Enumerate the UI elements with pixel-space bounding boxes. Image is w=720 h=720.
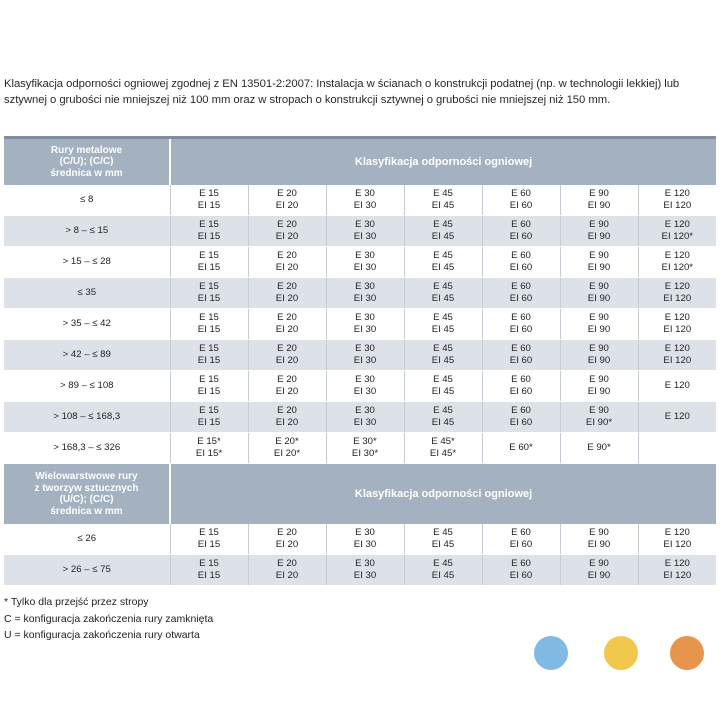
classification-cell (404, 371, 482, 402)
ei-rating: EI 30 (353, 355, 377, 366)
section-label-line: (U/C); (C/C) (59, 494, 114, 505)
classification-cell (326, 185, 404, 216)
footnote-asterisk: * Tylko dla przejść przez stropy (4, 596, 149, 608)
e-rating: E 90 (589, 219, 609, 230)
ei-rating: EI 30 (353, 293, 377, 304)
classification-cell (170, 555, 248, 586)
e-rating: E 120 (664, 188, 690, 199)
table-row (4, 216, 716, 247)
e-rating: E 15 (199, 374, 219, 385)
footnote-c: C = konfiguracja zakończenia rury zamknięta (4, 612, 214, 625)
e-rating: E 15 (199, 405, 219, 416)
table-row (4, 247, 716, 278)
e-rating: E 45 (433, 219, 453, 230)
e-rating: E 120 (664, 219, 690, 230)
classification-cell (638, 278, 716, 309)
diameter-range: > 35 – ≤ 42 (4, 309, 170, 340)
ei-rating: EI 45 (431, 355, 455, 366)
classification-cell (638, 555, 716, 586)
ei-rating: EI 60 (509, 386, 533, 397)
classification-cell (326, 555, 404, 586)
ei-rating: EI 45* (429, 448, 457, 459)
diameter-range: > 108 – ≤ 168,3 (4, 402, 170, 433)
ei-rating: EI 30 (353, 231, 377, 242)
classification-cell (404, 216, 482, 247)
ei-rating: EI 20 (275, 200, 299, 211)
e-rating: E 45 (433, 405, 453, 416)
table-row (4, 278, 716, 309)
ei-rating: EI 20* (273, 448, 301, 459)
classification-cell (170, 216, 248, 247)
e-rating: E 45 (433, 250, 453, 261)
classification-cell (404, 524, 482, 555)
ei-rating: EI 30 (353, 539, 377, 550)
e-rating: E 20 (277, 558, 297, 569)
classification-cell (482, 309, 560, 340)
e-rating: E 30 (355, 312, 375, 323)
ei-rating: EI 60 (509, 324, 533, 335)
ei-rating: EI 90 (587, 262, 611, 273)
ei-rating: EI 60 (509, 231, 533, 242)
classification-cell (404, 340, 482, 371)
ei-rating: EI 90 (587, 539, 611, 550)
classification-cell (170, 340, 248, 371)
e-rating: E 60 (511, 188, 531, 199)
classification-cell (560, 216, 638, 247)
ei-rating: EI 15* (195, 448, 223, 459)
classification-cell (560, 247, 638, 278)
e-rating: E 90 (589, 405, 609, 416)
classification-cell (248, 524, 326, 555)
e-rating: E 60 (511, 312, 531, 323)
ei-rating: EI 30 (353, 386, 377, 397)
e-rating: E 60 (511, 558, 531, 569)
classification-cell (404, 402, 482, 433)
diameter-range: > 42 – ≤ 89 (4, 340, 170, 371)
classification-cell (638, 185, 716, 216)
classification-cell (248, 371, 326, 402)
ei-rating: EI 90 (587, 570, 611, 581)
classification-header: Klasyfikacja odporności ogniowej (170, 464, 716, 525)
e-rating: E 120 (664, 411, 690, 422)
classification-cell (248, 433, 326, 464)
ei-rating: EI 90 (587, 200, 611, 211)
ei-rating: EI 45 (431, 324, 455, 335)
e-rating: E 120 (664, 558, 690, 569)
ei-rating: EI 20 (275, 570, 299, 581)
classification-cell (638, 524, 716, 555)
classification-cell (326, 433, 404, 464)
table-row (4, 555, 716, 586)
e-rating: E 60 (511, 250, 531, 261)
e-rating: E 120 (664, 380, 690, 391)
footnotes (4, 594, 213, 644)
classification-cell (248, 216, 326, 247)
ei-rating: EI 20 (275, 355, 299, 366)
classification-cell (560, 524, 638, 555)
ei-rating: EI 20 (275, 262, 299, 273)
ei-rating: EI 20 (275, 231, 299, 242)
e-rating: E 15 (199, 527, 219, 538)
ei-rating: EI 90 (587, 231, 611, 242)
diameter-range: > 89 – ≤ 108 (4, 371, 170, 402)
classification-cell (248, 555, 326, 586)
table-row (4, 185, 716, 216)
classification-cell (482, 185, 560, 216)
classification-cell (326, 524, 404, 555)
classification-cell (560, 371, 638, 402)
e-rating: E 120 (664, 281, 690, 292)
classification-cell (248, 309, 326, 340)
classification-cell (326, 247, 404, 278)
classification-cell (560, 185, 638, 216)
ei-rating: EI 30 (353, 262, 377, 273)
diameter-range: ≤ 35 (4, 278, 170, 309)
ei-rating: EI 30 (353, 324, 377, 335)
classification-cell (248, 402, 326, 433)
ei-rating: EI 30 (353, 417, 377, 428)
section-label-line: Wielowarstwowe rury (35, 471, 138, 482)
section-label-line: średnica w mm (50, 167, 123, 179)
e-rating: E 30 (355, 219, 375, 230)
e-rating: E 90 (589, 312, 609, 323)
section-label (4, 138, 170, 186)
classification-cell (638, 402, 716, 433)
classification-cell (170, 185, 248, 216)
ei-rating: EI 120 (663, 570, 692, 581)
classification-cell (482, 402, 560, 433)
diameter-range: ≤ 26 (4, 524, 170, 555)
classification-cell (482, 371, 560, 402)
e-rating: E 60 (511, 281, 531, 292)
e-rating: E 30 (355, 527, 375, 538)
diameter-range: > 15 – ≤ 28 (4, 247, 170, 278)
classification-cell (560, 278, 638, 309)
table-row (4, 371, 716, 402)
table-row (4, 340, 716, 371)
classification-cell (560, 402, 638, 433)
classification-cell (638, 247, 716, 278)
fire-classification-table (4, 136, 716, 586)
classification-cell (482, 433, 560, 464)
e-rating: E 90 (589, 343, 609, 354)
footnote-u: U = konfiguracja zakończenia rury otwarta (4, 629, 200, 641)
ei-rating: EI 60 (509, 570, 533, 581)
decorative-blue-circle (534, 636, 568, 670)
decorative-orange-circle (670, 636, 704, 670)
e-rating: E 15 (199, 188, 219, 199)
classification-cell (482, 524, 560, 555)
ei-rating: EI 30* (351, 448, 379, 459)
e-rating: E 15 (199, 312, 219, 323)
e-rating: E 60* (509, 442, 533, 453)
e-rating: E 20 (277, 250, 297, 261)
classification-cell (326, 340, 404, 371)
e-rating: E 15 (199, 219, 219, 230)
classification-cell (170, 371, 248, 402)
classification-cell (638, 371, 716, 402)
ei-rating: EI 45 (431, 293, 455, 304)
classification-cell (638, 340, 716, 371)
section-label-line: Rury metalowe (50, 144, 123, 156)
ei-rating: EI 45 (431, 417, 455, 428)
classification-cell (326, 216, 404, 247)
classification-cell (326, 402, 404, 433)
classification-cell (404, 309, 482, 340)
classification-cell (170, 247, 248, 278)
e-rating: E 20 (277, 405, 297, 416)
e-rating: E 90 (589, 527, 609, 538)
table-row (4, 524, 716, 555)
e-rating: E 60 (511, 343, 531, 354)
ei-rating: EI 30 (353, 570, 377, 581)
e-rating: E 30 (355, 250, 375, 261)
e-rating: E 20 (277, 343, 297, 354)
section-label-line: z tworzyw sztucznych (34, 482, 139, 494)
section-label-line: średnica w mm (50, 505, 123, 517)
ei-rating: EI 15 (197, 293, 221, 304)
e-rating: E 20 (277, 312, 297, 323)
classification-cell (482, 555, 560, 586)
ei-rating: EI 20 (275, 324, 299, 335)
e-rating: E 60 (511, 527, 531, 538)
classification-cell (170, 278, 248, 309)
classification-cell (638, 216, 716, 247)
section-header-row (4, 138, 716, 186)
e-rating: E 120 (664, 527, 690, 538)
classification-cell (560, 309, 638, 340)
ei-rating: EI 60 (509, 539, 533, 550)
e-rating: E 20 (277, 527, 297, 538)
section-label (4, 464, 170, 525)
ei-rating: EI 45 (431, 200, 455, 211)
classification-cell (638, 309, 716, 340)
e-rating: E 20 (277, 219, 297, 230)
e-rating: E 30 (355, 343, 375, 354)
e-rating: E 30* (353, 436, 377, 447)
e-rating: E 60 (511, 219, 531, 230)
ei-rating: EI 45 (431, 386, 455, 397)
e-rating: E 20 (277, 188, 297, 199)
classification-cell (482, 247, 560, 278)
ei-rating: EI 20 (275, 293, 299, 304)
table-row (4, 433, 716, 464)
ei-rating: EI 120 (663, 200, 692, 211)
section-header-row (4, 464, 716, 525)
classification-cell (482, 278, 560, 309)
e-rating: E 15 (199, 250, 219, 261)
ei-rating: EI 15 (197, 570, 221, 581)
classification-cell (404, 433, 482, 464)
e-rating: E 20 (277, 281, 297, 292)
diameter-range: > 168,3 – ≤ 326 (4, 433, 170, 464)
e-rating: E 45 (433, 374, 453, 385)
classification-cell (404, 555, 482, 586)
ei-rating: EI 15 (197, 231, 221, 242)
ei-rating: EI 60 (509, 200, 533, 211)
e-rating: E 45 (433, 343, 453, 354)
classification-header: Klasyfikacja odporności ogniowej (170, 138, 716, 186)
ei-rating: EI 60 (509, 262, 533, 273)
table-row (4, 402, 716, 433)
ei-rating: EI 60 (509, 417, 533, 428)
e-rating: E 15 (199, 558, 219, 569)
ei-rating: EI 15 (197, 539, 221, 550)
ei-rating: EI 20 (275, 417, 299, 428)
e-rating: E 20* (275, 436, 299, 447)
classification-cell (170, 524, 248, 555)
e-rating: E 30 (355, 281, 375, 292)
classification-cell (326, 278, 404, 309)
classification-cell (404, 185, 482, 216)
classification-cell (248, 185, 326, 216)
ei-rating: EI 120 (663, 324, 692, 335)
classification-cell (248, 247, 326, 278)
e-rating: E 90 (589, 250, 609, 261)
ei-rating: EI 90 (587, 293, 611, 304)
ei-rating: EI 90* (585, 417, 613, 428)
e-rating: E 30 (355, 188, 375, 199)
classification-cell (248, 340, 326, 371)
ei-rating: EI 45 (431, 262, 455, 273)
e-rating: E 15 (199, 281, 219, 292)
ei-rating: EI 45 (431, 539, 455, 550)
ei-rating: EI 30 (353, 200, 377, 211)
classification-cell (248, 278, 326, 309)
e-rating: E 20 (277, 374, 297, 385)
e-rating: E 90 (589, 281, 609, 292)
e-rating: E 30 (355, 374, 375, 385)
e-rating: E 45 (433, 188, 453, 199)
e-rating: E 90 (589, 558, 609, 569)
e-rating: E 60 (511, 405, 531, 416)
ei-rating: EI 90 (587, 324, 611, 335)
ei-rating: EI 15 (197, 386, 221, 397)
table-row (4, 309, 716, 340)
e-rating: E 120 (664, 343, 690, 354)
classification-cell (560, 555, 638, 586)
e-rating: E 45 (433, 312, 453, 323)
classification-cell (170, 402, 248, 433)
ei-rating: EI 15 (197, 200, 221, 211)
e-rating: E 120 (664, 250, 690, 261)
e-rating: E 90* (587, 442, 611, 453)
classification-cell (170, 309, 248, 340)
classification-cell (482, 340, 560, 371)
e-rating: E 60 (511, 374, 531, 385)
e-rating: E 30 (355, 405, 375, 416)
ei-rating: EI 20 (275, 386, 299, 397)
classification-cell (560, 340, 638, 371)
ei-rating: EI 15 (197, 262, 221, 273)
e-rating: E 15 (199, 343, 219, 354)
ei-rating: EI 120 (663, 293, 692, 304)
e-rating: E 90 (589, 188, 609, 199)
ei-rating: EI 120* (661, 231, 694, 242)
ei-rating: EI 60 (509, 355, 533, 366)
classification-cell (404, 278, 482, 309)
e-rating: E 45 (433, 281, 453, 292)
classification-cell (170, 433, 248, 464)
ei-rating: EI 120* (661, 262, 694, 273)
classification-cell (404, 247, 482, 278)
e-rating: E 45 (433, 527, 453, 538)
decorative-yellow-circle (604, 636, 638, 670)
classification-cell (638, 433, 716, 464)
ei-rating: EI 90 (587, 355, 611, 366)
e-rating: E 120 (664, 312, 690, 323)
e-rating: E 15* (197, 436, 221, 447)
e-rating: E 30 (355, 558, 375, 569)
intro-text: Klasyfikacja odporności ogniowej zgodnej z EN 13501-2:2007: Instalacja w ścianach o konstrukcji podatnej (np. w technologii lekkiej) lub sztywnej o grubości nie mniejszej niż 100 mm oraz w stropach o konstrukcji sztywnej o grubości nie mniejszej niż 150 mm. (4, 78, 680, 106)
ei-rating: EI 45 (431, 570, 455, 581)
diameter-range: ≤ 8 (4, 185, 170, 216)
ei-rating: EI 15 (197, 417, 221, 428)
ei-rating: EI 15 (197, 324, 221, 335)
ei-rating: EI 120 (663, 539, 692, 550)
ei-rating: EI 45 (431, 231, 455, 242)
classification-cell (482, 216, 560, 247)
section-label-line: (C/U); (C/C) (59, 156, 114, 168)
ei-rating: EI 90 (587, 386, 611, 397)
diameter-range: > 26 – ≤ 75 (4, 555, 170, 586)
classification-cell (326, 371, 404, 402)
ei-rating: EI 60 (509, 293, 533, 304)
ei-rating: EI 15 (197, 355, 221, 366)
classification-cell (560, 433, 638, 464)
e-rating: E 45* (431, 436, 455, 447)
e-rating: E 45 (433, 558, 453, 569)
ei-rating: EI 120 (663, 355, 692, 366)
diameter-range: > 8 – ≤ 15 (4, 216, 170, 247)
ei-rating: EI 20 (275, 539, 299, 550)
classification-cell (326, 309, 404, 340)
e-rating: E 90 (589, 374, 609, 385)
